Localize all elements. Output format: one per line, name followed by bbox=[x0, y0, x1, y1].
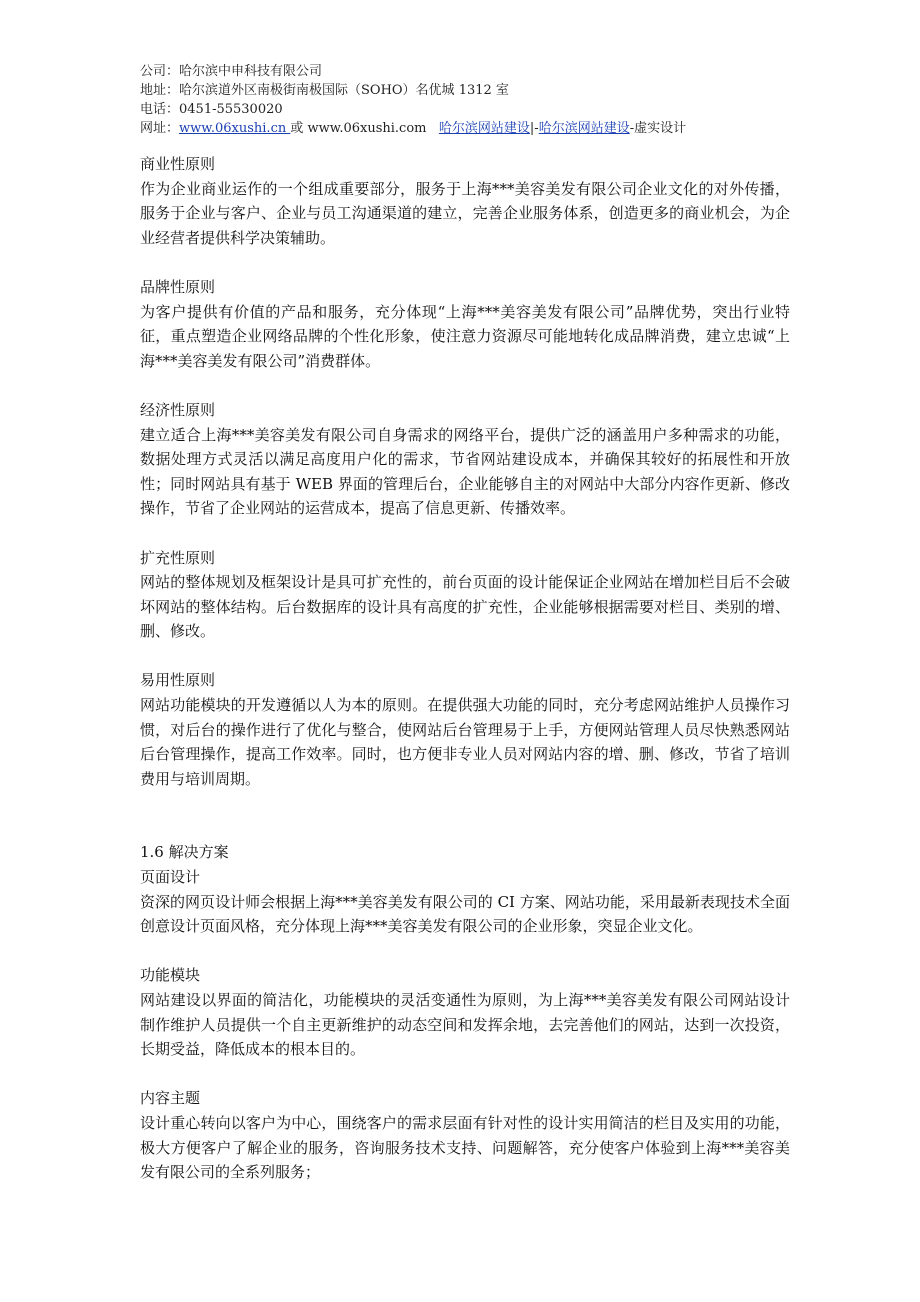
solution-paragraph: 设计重心转向以客户为中心，围绕客户的需求层面有针对性的设计实用简洁的栏目及实用的功能，极大方便客户了解企业的服务，咨询服务技术支持、问题解答，充分使客户体验到上海***美容美发有限公司的全系列服务； bbox=[140, 1113, 790, 1182]
website-link-cn[interactable]: www.06xushi.cn bbox=[179, 121, 291, 136]
section-paragraph: 建立适合上海***美容美发有限公司自身需求的网络平台，提供广泛的涵盖用户多种需求的功能，数据处理方式灵活以满足高度用户化的需求，节省网站建设成本，并确保其较好的拓展性和开放性；同时网站具有基于 WEB 界面的管理后台，企业能够自主的对网站中大部分内容作更新、修改操作，节省了企业网站的运营成本，提高了信息更新、传播效率。 bbox=[140, 425, 790, 518]
website-build-link-1[interactable]: 哈尔滨网站建设 bbox=[438, 121, 530, 136]
solution-content-theme bbox=[140, 1086, 790, 1184]
section-commercial bbox=[140, 152, 790, 250]
company-name: 公司：哈尔滨中申科技有限公司 bbox=[140, 64, 323, 79]
section-paragraph: 为客户提供有价值的产品和服务，充分体现“上海***美容美发有限公司”品牌优势，突出行业特征，重点塑造企业网络品牌的个性化形象，使注意力资源尽可能地转化成品牌消费，建立忠诚“上海***美容美发有限公司”消费群体。 bbox=[140, 302, 790, 370]
section-heading: 品牌性原则 bbox=[140, 277, 216, 296]
section-paragraph: 作为企业商业运作的一个组成重要部分，服务于上海***美容美发有限公司企业文化的对外传播，服务于企业与客户、企业与员工沟通渠道的建立，完善企业服务体系，创造更多的商业机会，为企业经营者提供科学决策辅助。 bbox=[140, 179, 790, 247]
website-build-link-2[interactable]: 哈尔滨网站建设 bbox=[538, 121, 630, 136]
section-heading: 经济性原则 bbox=[140, 400, 216, 419]
solution-title: 1.6 解决方案 bbox=[140, 843, 229, 862]
section-heading: 商业性原则 bbox=[140, 155, 216, 173]
solution-heading: 内容主题 bbox=[140, 1089, 201, 1108]
solution-function-modules bbox=[140, 963, 790, 1061]
section-brand bbox=[140, 275, 790, 373]
company-website bbox=[140, 119, 790, 138]
document-body bbox=[140, 152, 790, 1185]
section-extensibility bbox=[140, 546, 790, 644]
company-address: 地址：哈尔滨道外区南极街南极国际（SOHO）名优城 1312 室 bbox=[140, 83, 509, 98]
section-heading: 易用性原则 bbox=[140, 671, 216, 690]
document-page bbox=[140, 62, 790, 1185]
solution-heading: 功能模块 bbox=[140, 966, 201, 985]
solution-section bbox=[140, 840, 790, 938]
section-usability bbox=[140, 668, 790, 791]
section-economy bbox=[140, 398, 790, 521]
company-phone: 电话：0451-55530020 bbox=[140, 102, 283, 117]
solution-heading-page-design: 页面设计 bbox=[140, 868, 201, 887]
website-prefix: 网址： bbox=[140, 121, 180, 136]
solution-paragraph: 资深的网页设计师会根据上海***美容美发有限公司的 CI 方案、网站功能，采用最新表现技术全面创意设计页面风格，充分体现上海***美容美发有限公司的企业形象，突显企业文化。 bbox=[140, 892, 790, 936]
link-separator: |- bbox=[529, 121, 539, 136]
website-alt: 或 www.06xushi.com bbox=[290, 121, 439, 136]
solution-paragraph: 网站建设以界面的简洁化，功能模块的灵活变通性为原则，为上海***美容美发有限公司网站设计制作维护人员提供一个自主更新维护的动态空间和发挥余地，去完善他们的网站，达到一次投资，长期受益，降低成本的根本目的。 bbox=[140, 991, 790, 1059]
website-suffix: -虚实设计 bbox=[629, 121, 687, 136]
section-paragraph: 网站功能模块的开发遵循以人为本的原则。在提供强大功能的同时，充分考虑网站维护人员操作习惯，对后台的操作进行了优化与整合，使网站后台管理易于上手，方便网站管理人员尽快熟悉网站后台管理操作，提高工作效率。同时，也方便非专业人员对网站内容的增、删、修改，节省了培训费用与培训周期。 bbox=[140, 696, 790, 788]
company-header bbox=[140, 62, 790, 138]
section-heading: 扩充性原则 bbox=[140, 548, 216, 567]
section-paragraph: 网站的整体规划及框架设计是具可扩充性的，前台页面的设计能保证企业网站在增加栏目后不会破坏网站的整体结构。后台数据库的设计具有高度的扩充性，企业能够根据需要对栏目、类别的增、删、修改。 bbox=[140, 573, 790, 641]
